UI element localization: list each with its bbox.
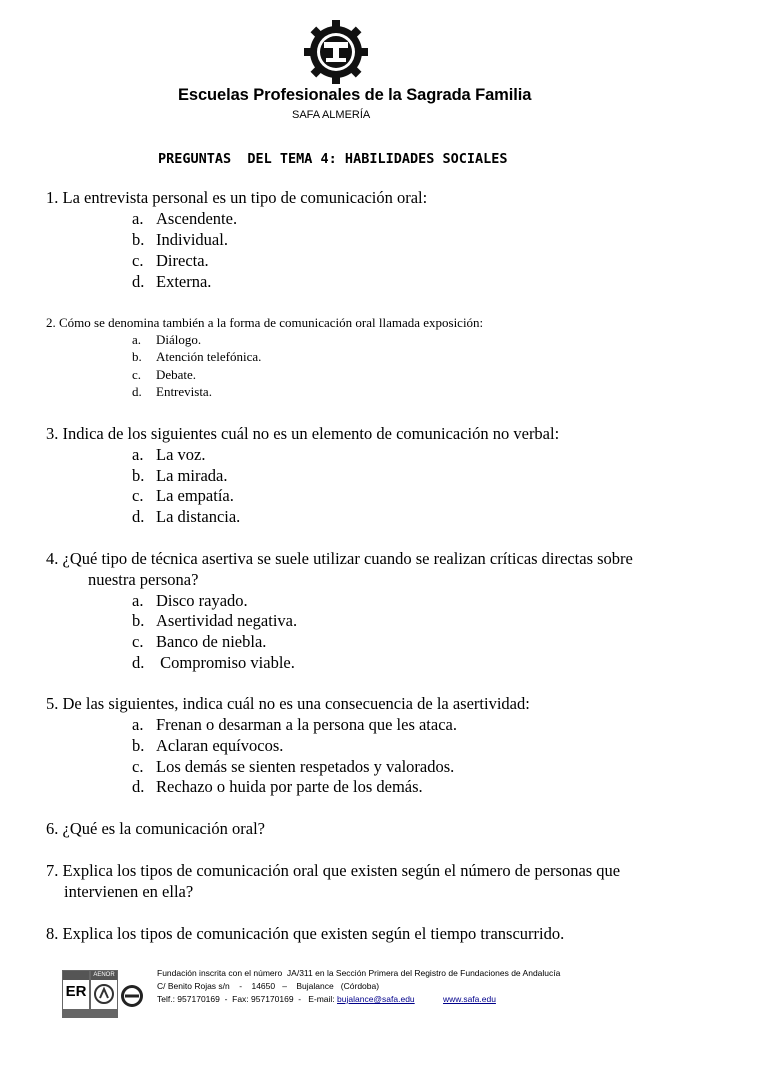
option-3d: d. La distancia. [132, 507, 241, 526]
website-link[interactable]: www.safa.edu [443, 994, 496, 1004]
option-5a: a. Frenan o desarman a la persona que les ataca. [132, 715, 457, 734]
school-name: Escuelas Profesionales de la Sagrada Familia [178, 86, 532, 104]
option-1a: a. Ascendente. [132, 209, 238, 228]
question-4: 4. ¿Qué tipo de técnica asertiva se suele utilizar cuando se realizan críticas directas sobre [46, 549, 633, 568]
option-1c: c. Directa. [132, 251, 209, 270]
option-5d: d. Rechazo o huida por parte de los demás. [132, 777, 423, 796]
option-2b: b. Atención telefónica. [132, 349, 262, 364]
option-2c: c. Debate. [132, 367, 197, 382]
option-2d: d. Entrevista. [132, 384, 212, 399]
question-7: 7. Explica los tipos de comunicación oral que existen según el número de personas que [46, 861, 621, 880]
page-title: PREGUNTAS DEL TEMA 4: HABILIDADES SOCIALES [158, 151, 508, 167]
footer-address-line: C/ Benito Rojas s/n - 14650 – Bujalance (Córdoba) [157, 981, 380, 991]
option-2a: a. Diálogo. [132, 332, 202, 347]
option-3a: a. La voz. [132, 445, 206, 464]
footer-foundation-line: Fundación inscrita con el número JA/311 en la Sección Primera del Registro de Fundaciones de Andalucía [157, 968, 561, 978]
option-3c: c. La empatía. [132, 486, 234, 505]
question-4-continuation: nuestra persona? [88, 570, 199, 589]
question-3: 3. Indica de los siguientes cuál no es un elemento de comunicación no verbal: [46, 424, 560, 443]
aenor-gestion-ambiental-logo: AENOR [90, 970, 118, 1018]
option-4c: c. Banco de niebla. [132, 632, 267, 651]
option-4d: d. Compromiso viable. [132, 653, 295, 672]
location-label: SAFA ALMERÍA [292, 109, 371, 121]
option-4b: b. Asertividad negativa. [132, 611, 298, 630]
option-5b: b. Aclaran equívocos. [132, 736, 284, 755]
aenor-er-certification-logo: ER [62, 970, 90, 1018]
option-3b: b. La mirada. [132, 466, 228, 485]
question-1: 1. La entrevista personal es un tipo de comunicación oral: [46, 188, 428, 207]
iso-round-seal-logo [120, 984, 144, 1008]
option-1b: b. Individual. [132, 230, 228, 249]
question-7-continuation: intervienen en ella? [64, 882, 194, 901]
question-5: 5. De las siguientes, indica cuál no es una consecuencia de la asertividad: [46, 694, 530, 713]
option-1d: d. Externa. [132, 272, 212, 291]
safa-gear-logo [302, 18, 370, 86]
email-link[interactable]: bujalance@safa.edu [337, 994, 415, 1004]
footer-contact-line: Telf.: 957170169 - Fax: 957170169 - E-mail: bujalance@safa.edu www.safa.edu [157, 994, 496, 1004]
question-6: 6. ¿Qué es la comunicación oral? [46, 819, 265, 838]
option-4a: a. Disco rayado. [132, 591, 248, 610]
option-5c: c. Los demás se sienten respetados y valorados. [132, 757, 455, 776]
question-8: 8. Explica los tipos de comunicación que existen según el tiempo transcurrido. [46, 924, 565, 943]
question-2: 2. Cómo se denomina también a la forma de comunicación oral llamada exposición: [46, 315, 484, 330]
